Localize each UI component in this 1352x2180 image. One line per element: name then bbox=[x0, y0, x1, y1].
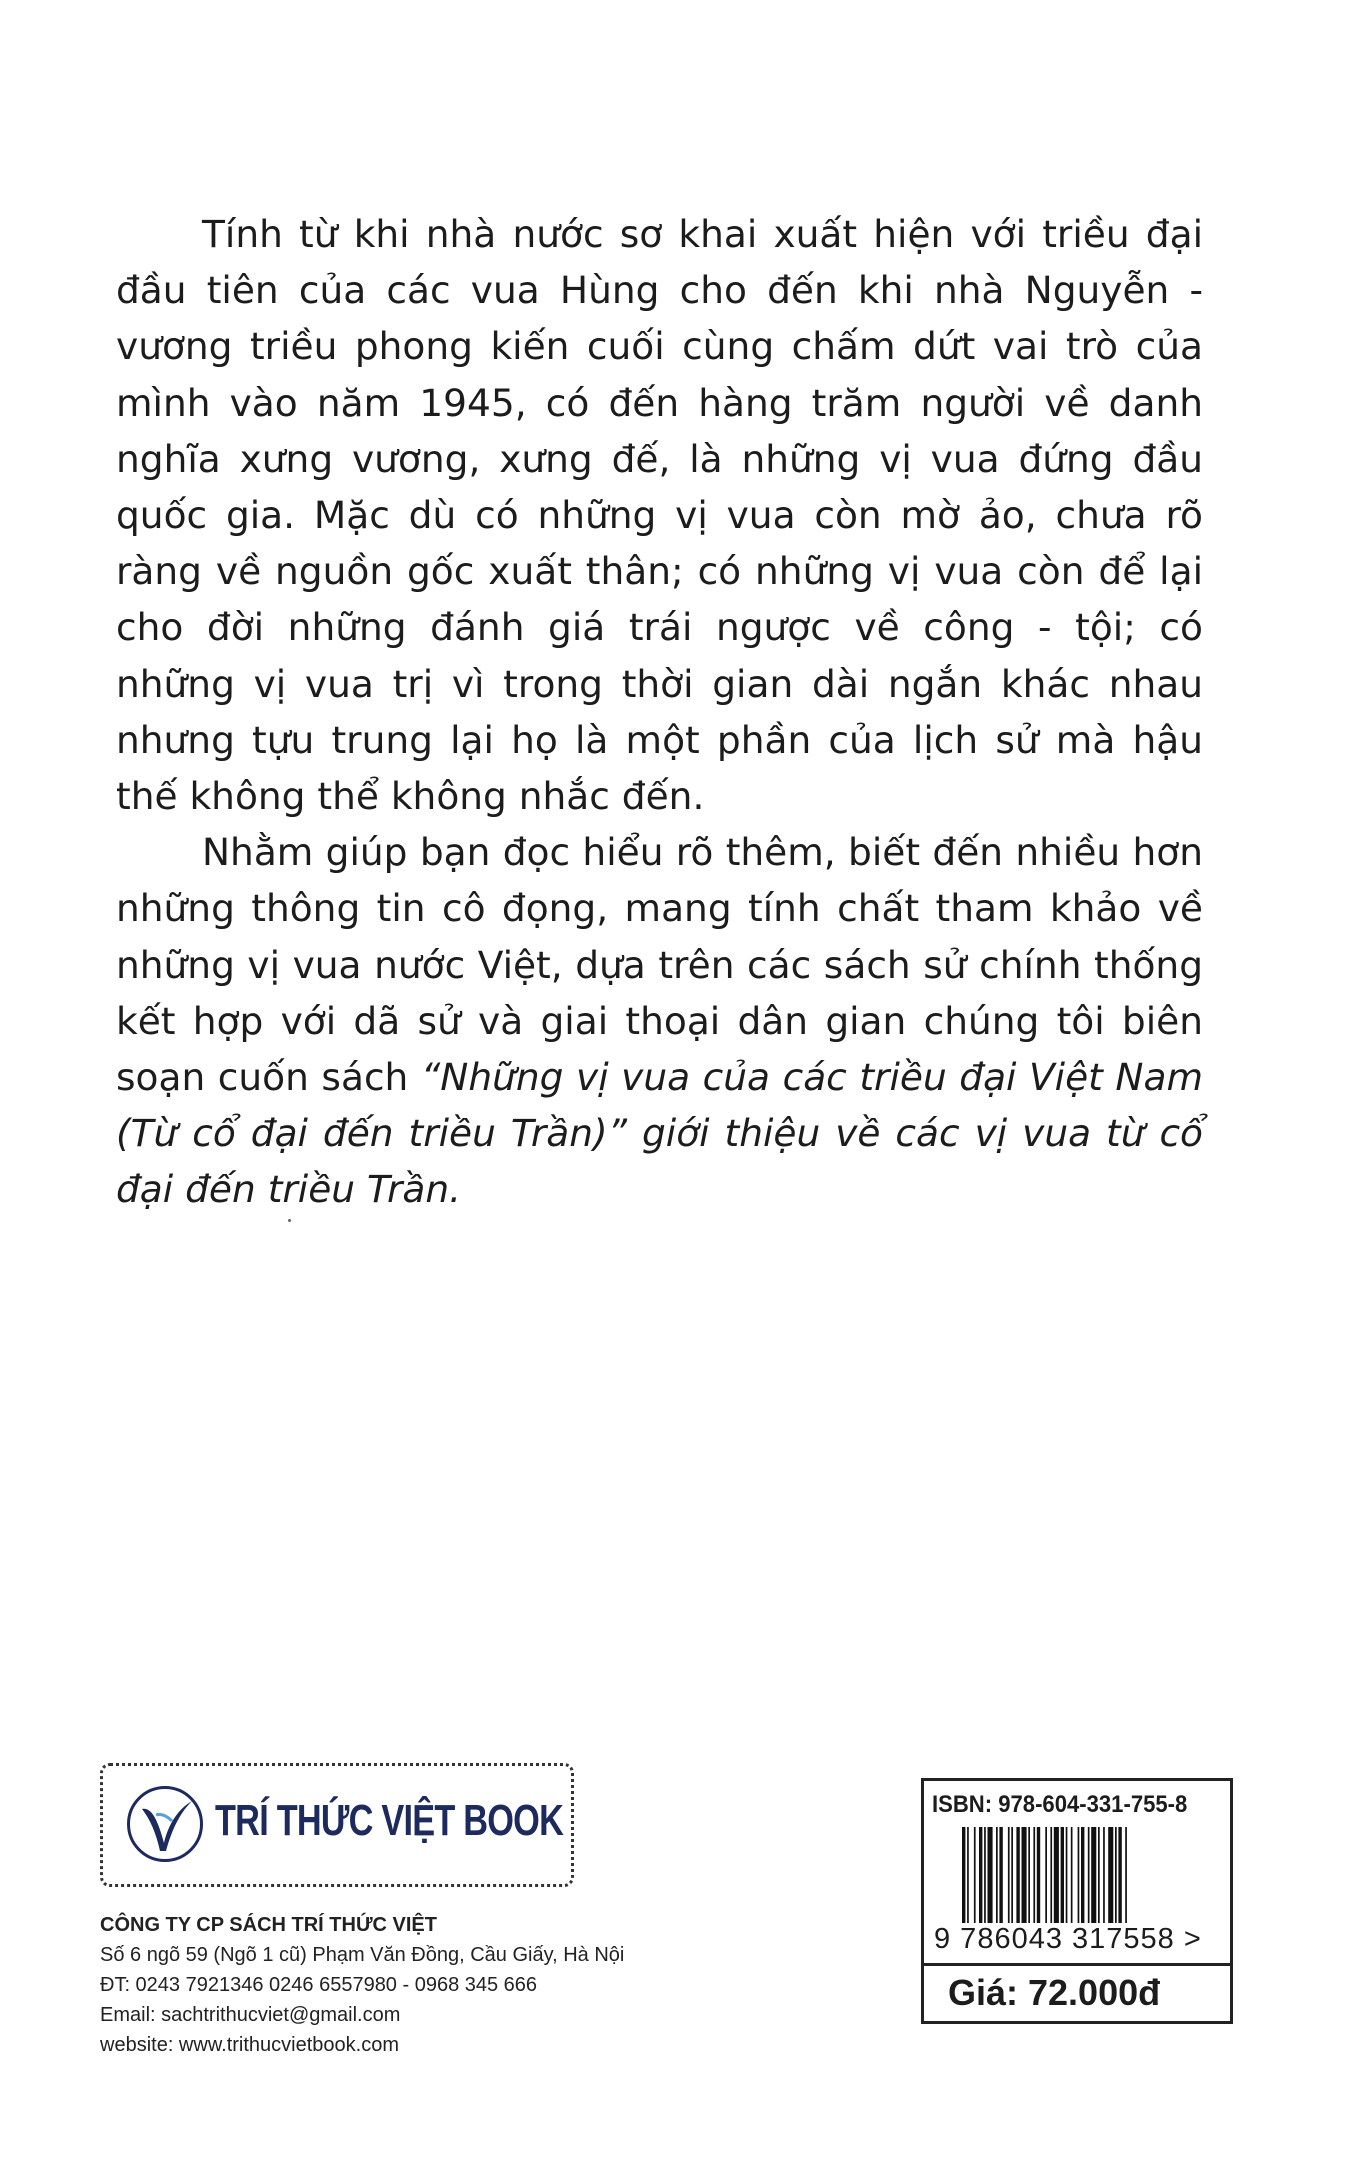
logo-text: TRÍ THỨC VIỆT BOOK bbox=[215, 1796, 564, 1845]
barcode-bar bbox=[1033, 1827, 1035, 1923]
barcode-bar bbox=[988, 1827, 993, 1923]
barcode-bar bbox=[1061, 1827, 1064, 1923]
barcode-bar bbox=[1103, 1827, 1105, 1923]
isbn-label: ISBN: 978-604-331-755-8 bbox=[932, 1791, 1188, 1818]
barcode-bar bbox=[1081, 1827, 1084, 1923]
price-row bbox=[924, 1963, 1230, 2024]
publisher-website: website: www.trithucvietbook.com bbox=[100, 2034, 400, 2056]
blurb-p2-end: triều Trần. bbox=[267, 1167, 462, 1212]
v-checkmark-logo-icon bbox=[127, 1786, 203, 1862]
barcode-bar bbox=[1050, 1827, 1052, 1923]
blurb-p2-intro: Nhằm giúp bạn đọc hiểu rõ thêm, biết đến nhiều hơn những thông tin cô đọng, mang tính chất tham khảo về những vị vua nước Việt, dựa trên các sách sử chính thống kết hợp với dã sử và giai thoại dân gian chúng tôi biên soạn cuốn sách bbox=[116, 830, 1203, 1100]
publisher-address: Số 6 ngõ 59 (Ngõ 1 cũ) Phạm Văn Đồng, Cầu Giấy, Hà Nội bbox=[100, 1944, 625, 1966]
barcode-bar bbox=[984, 1827, 986, 1923]
isbn-barcode-box bbox=[921, 1778, 1233, 2024]
barcode-bar bbox=[974, 1827, 976, 1923]
blurb-paragraph-1: Tính từ khi nhà nước sơ khai xuất hiện với triều đại đầu tiên của các vua Hùng cho đến khi nhà Nguyễn - vương triều phong kiến cuối cùng chấm dứt vai trò của mình vào năm 1945, có đến hàng trăm người về danh nghĩa xưng vương, xưng đế, là những vị vua đứng đầu quốc gia. Mặc dù có những vị vua còn mờ ảo, chưa rõ ràng về nguồn gốc xuất thân; có những vị vua còn để lại cho đời những đánh giá trái ngược về công - tội; có những vị vua trị vì trong thời gian dài ngắn khác nhau nhưng tựu trung lại họ là một phần của lịch sử mà hậu thế không thể không nhắc đến. bbox=[116, 212, 1203, 819]
barcode-bar bbox=[1078, 1827, 1080, 1923]
blurb-p2-middle: giới thiệu về các vị vua từ cổ đại đến bbox=[116, 1111, 1204, 1212]
barcode-bar bbox=[1108, 1827, 1113, 1923]
barcode-bar bbox=[967, 1827, 969, 1923]
back-cover-blurb bbox=[116, 206, 1203, 1218]
barcode-bar bbox=[962, 1827, 965, 1923]
barcode-bar bbox=[1125, 1827, 1127, 1923]
barcode-icon bbox=[962, 1827, 1192, 1923]
barcode-bar bbox=[1088, 1827, 1090, 1923]
barcode-digits: 9 786043 317558 > bbox=[934, 1923, 1202, 1955]
barcode-bar bbox=[1011, 1827, 1013, 1923]
barcode-bar bbox=[1118, 1827, 1121, 1923]
blurb-paragraph-2 bbox=[116, 824, 1203, 1217]
publisher-logo bbox=[100, 1763, 574, 1887]
publisher-email: Email: sachtrithucviet@gmail.com bbox=[100, 2004, 401, 2026]
barcode-bar bbox=[1022, 1827, 1027, 1923]
barcode-bar bbox=[1045, 1827, 1047, 1923]
publisher-name: CÔNG TY CP SÁCH TRÍ THỨC VIỆT bbox=[100, 1914, 437, 1936]
print-speck bbox=[288, 1219, 291, 1222]
barcode-bar bbox=[1037, 1827, 1040, 1923]
publisher-phone: ĐT: 0243 7921346 0246 6557980 - 0968 345 666 bbox=[100, 1974, 538, 1996]
barcode-bar bbox=[1098, 1827, 1100, 1923]
barcode-bar bbox=[1028, 1827, 1030, 1923]
barcode-bar bbox=[1115, 1827, 1117, 1923]
book-title: “Những vị vua của các triều đại Việt Nam (Từ cổ đại đến triều Trần)” bbox=[116, 1055, 1203, 1156]
barcode-bar bbox=[999, 1827, 1002, 1923]
barcode-bar bbox=[1071, 1827, 1073, 1923]
barcode-bar bbox=[1016, 1827, 1019, 1923]
barcode-bar bbox=[1008, 1827, 1010, 1923]
barcode-bar bbox=[996, 1827, 998, 1923]
barcode-bar bbox=[1091, 1827, 1096, 1923]
barcode-bar bbox=[979, 1827, 982, 1923]
barcode-bar bbox=[1054, 1827, 1059, 1923]
barcode-bar bbox=[1066, 1827, 1068, 1923]
publisher-info bbox=[100, 1910, 624, 2060]
price-label: Giá: 72.000đ bbox=[948, 1972, 1161, 2013]
